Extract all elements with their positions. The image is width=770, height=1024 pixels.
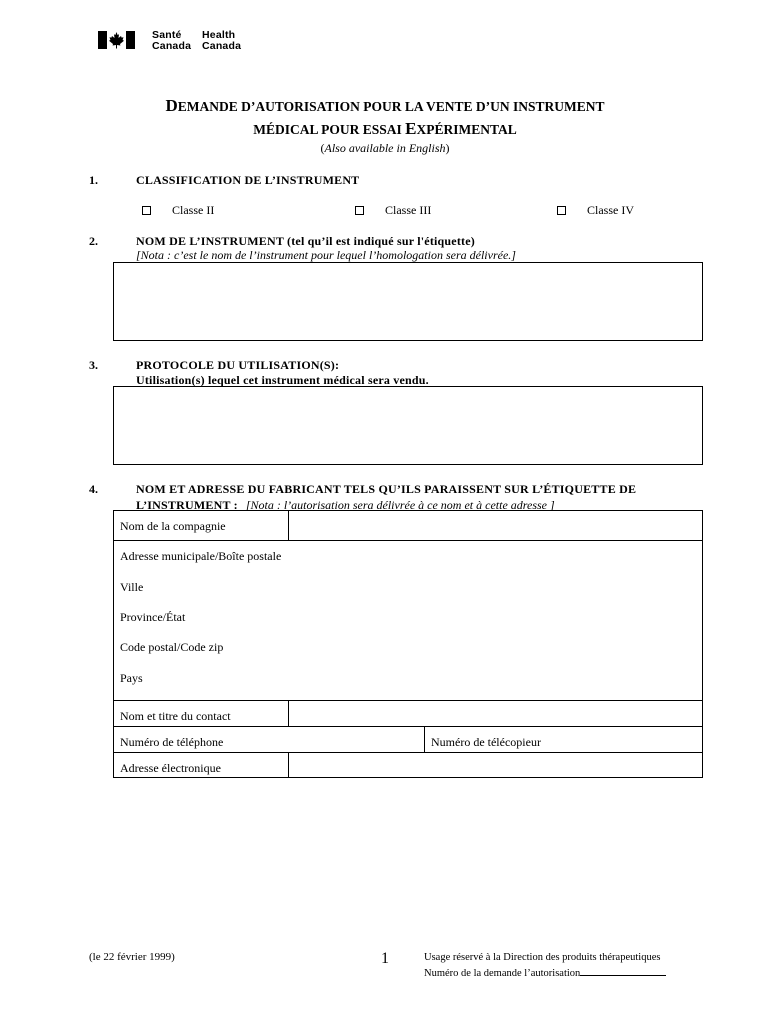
page-number: 1 — [381, 950, 389, 967]
address-field[interactable] — [114, 541, 702, 699]
footer-reserved-text: Usage réservé à la Direction des produits thérapeutiques — [424, 952, 661, 963]
logo-text-canada-en: Canada — [202, 40, 242, 52]
address-label: Adresse municipale/Boîte postale — [120, 549, 282, 563]
label-classe-iv: Classe IV — [587, 203, 634, 217]
logo-text-canada-fr: Canada — [152, 40, 192, 52]
city-label: Ville — [120, 580, 144, 594]
contact-field[interactable] — [290, 702, 701, 725]
country-label: Pays — [120, 671, 143, 685]
section2-note: [Nota : c’est le nom de l’instrument pour lequel l’homologation sera délivrée.] — [136, 248, 516, 262]
maple-leaf-icon — [108, 31, 125, 49]
page-title-line2: MÉDICAL POUR ESSAI EXPÉRIMENTAL — [253, 119, 517, 138]
footer-date: (le 22 février 1999) — [89, 951, 175, 963]
company-name-field[interactable] — [290, 512, 701, 539]
checkbox-classe-ii[interactable] — [142, 206, 151, 215]
page-title-line1: DEMANDE D’AUTORISATION POUR LA VENTE D’UN INSTRUMENT — [165, 96, 605, 115]
fax-label: Numéro de télécopieur — [431, 735, 541, 749]
email-field[interactable] — [290, 754, 701, 777]
flag-left-bar — [98, 31, 107, 49]
request-number-field[interactable] — [580, 965, 666, 976]
footer-request-label: Numéro de la demande l’autorisation — [424, 968, 581, 979]
section1-heading: CLASSIFICATION DE L’INSTRUMENT — [136, 173, 360, 187]
logo-text-health: Health — [202, 29, 236, 41]
section1-number: 1. — [89, 173, 98, 187]
label-classe-ii: Classe II — [172, 203, 215, 217]
section2-heading: NOM DE L’INSTRUMENT (tel qu’il est indiqué sur l'étiquette) — [136, 234, 475, 248]
section4-heading-line2: L’INSTRUMENT : [Nota : l’autorisation sera délivrée à ce nom et à cette adresse ] — [136, 498, 555, 512]
label-classe-iii: Classe III — [385, 203, 432, 217]
email-label: Adresse électronique — [120, 761, 221, 775]
checkbox-classe-iii[interactable] — [355, 206, 364, 215]
company-name-label: Nom de la compagnie — [120, 519, 226, 533]
province-label: Province/État — [120, 610, 186, 624]
flag-right-bar — [126, 31, 135, 49]
section4-number: 4. — [89, 482, 98, 496]
logo-text-sante: Santé — [152, 29, 182, 41]
section3-subheading: Utilisation(s) lequel cet instrument médical sera vendu. — [136, 373, 429, 387]
checkbox-classe-iv[interactable] — [557, 206, 566, 215]
subtitle: (Also available in English) — [320, 141, 450, 155]
contact-label: Nom et titre du contact — [120, 709, 231, 723]
usage-protocol-field[interactable] — [113, 386, 703, 465]
phone-label: Numéro de téléphone — [120, 735, 224, 749]
section3-number: 3. — [89, 358, 98, 372]
section3-heading: PROTOCOLE DU UTILISATION(S): — [136, 358, 340, 372]
footer-reserved-block — [424, 951, 666, 981]
section4-heading-line1: NOM ET ADRESSE DU FABRICANT TELS QU’ILS PARAISSENT SUR L’ÉTIQUETTE DE — [136, 482, 637, 496]
postal-code-label: Code postal/Code zip — [120, 640, 224, 654]
instrument-name-field[interactable] — [113, 262, 703, 341]
section2-number: 2. — [89, 234, 98, 248]
